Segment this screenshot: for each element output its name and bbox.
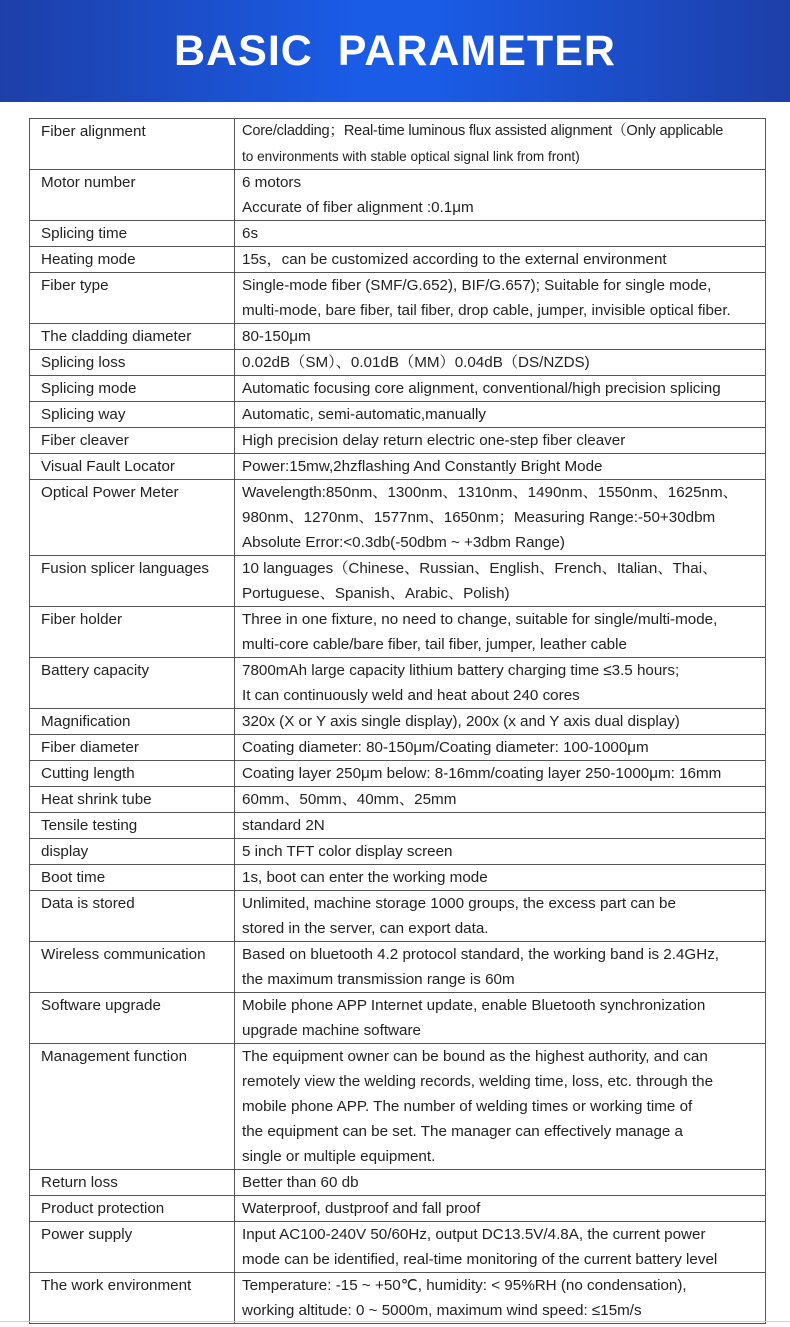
parameter-row	[30, 556, 766, 607]
parameter-value	[235, 607, 766, 658]
parameter-value	[235, 556, 766, 607]
parameter-row	[30, 119, 766, 170]
parameter-row	[30, 402, 766, 428]
parameter-row	[30, 273, 766, 324]
parameter-value	[235, 1044, 766, 1170]
parameter-label: The cladding diameter	[30, 324, 235, 350]
parameter-value-line: Automatic focusing core alignment, conventional/high precision splicing	[242, 380, 721, 397]
parameter-row	[30, 735, 766, 761]
parameter-value	[235, 658, 766, 709]
parameter-value-line: 15s，can be customized according to the external environment	[242, 251, 667, 268]
parameter-row	[30, 324, 766, 350]
parameter-label: Cutting length	[30, 761, 235, 787]
parameter-value-line: the equipment can be set. The manager can effectively manage a	[242, 1123, 684, 1140]
parameter-value	[235, 761, 766, 787]
parameter-row	[30, 1273, 766, 1324]
parameter-value	[235, 247, 766, 273]
parameter-value	[235, 454, 766, 480]
parameter-value	[235, 221, 766, 247]
parameter-label: Tensile testing	[30, 813, 235, 839]
parameter-value-line: the maximum transmission range is 60m	[242, 971, 515, 988]
parameter-value	[235, 480, 766, 556]
parameter-label: Fiber alignment	[30, 119, 235, 170]
parameter-value	[235, 170, 766, 221]
parameter-label: Motor number	[30, 170, 235, 221]
parameter-value-line: 7800mAh large capacity lithium battery charging time ≤3.5 hours;	[242, 662, 680, 679]
parameter-value	[235, 993, 766, 1044]
parameter-value-line: 6s	[242, 225, 259, 242]
parameter-label: Splicing time	[30, 221, 235, 247]
page-title: BASIC PARAMETER	[174, 26, 616, 75]
parameter-row	[30, 993, 766, 1044]
parameter-row	[30, 709, 766, 735]
parameter-value-line: mobile phone APP. The number of welding times or working time of	[242, 1098, 693, 1115]
parameter-row	[30, 942, 766, 993]
parameter-label: Power supply	[30, 1222, 235, 1273]
parameter-value-line: 320x (X or Y axis single display), 200x (x and Y axis dual display)	[242, 713, 680, 730]
parameter-label: Fiber holder	[30, 607, 235, 658]
parameter-label: Battery capacity	[30, 658, 235, 709]
parameter-value	[235, 813, 766, 839]
parameter-value	[235, 1170, 766, 1196]
parameter-value-line: mode can be identified, real-time monitoring of the current battery level	[242, 1251, 718, 1268]
parameter-value	[235, 1273, 766, 1324]
parameter-row	[30, 454, 766, 480]
parameter-value-line: Wavelength:850nm、1300nm、1310nm、1490nm、1550nm、1625nm、	[242, 484, 738, 501]
parameter-value	[235, 273, 766, 324]
parameter-label: Product protection	[30, 1196, 235, 1222]
parameter-row	[30, 865, 766, 891]
parameter-label: Splicing mode	[30, 376, 235, 402]
parameter-row	[30, 1222, 766, 1273]
parameter-value-line: 6 motors	[242, 174, 302, 191]
parameter-row	[30, 658, 766, 709]
parameter-label: Return loss	[30, 1170, 235, 1196]
parameter-row	[30, 1044, 766, 1170]
parameter-value-line: single or multiple equipment.	[242, 1148, 436, 1165]
parameter-value	[235, 376, 766, 402]
parameter-value	[235, 1222, 766, 1273]
parameter-value	[235, 839, 766, 865]
parameter-row	[30, 839, 766, 865]
parameter-value-line: Three in one fixture, no need to change, suitable for single/multi-mode,	[242, 611, 718, 628]
parameter-row	[30, 350, 766, 376]
parameter-value-line: standard 2N	[242, 817, 325, 834]
parameter-value-line: Mobile phone APP Internet update, enable Bluetooth synchronization	[242, 997, 706, 1014]
parameter-table-body	[30, 119, 766, 1324]
parameter-value-line: stored in the server, can export data.	[242, 920, 489, 937]
parameter-value-line: Power:15mw,2hzflashing And Constantly Bright Mode	[242, 458, 603, 475]
parameter-value-line: 5 inch TFT color display screen	[242, 843, 453, 860]
parameter-label: Heat shrink tube	[30, 787, 235, 813]
parameter-value	[235, 1196, 766, 1222]
parameter-value-line: 980nm、1270nm、1577nm、1650nm；Measuring Range:-50+30dbm	[242, 509, 716, 526]
parameter-label: Fusion splicer languages	[30, 556, 235, 607]
parameter-row	[30, 813, 766, 839]
parameter-row	[30, 480, 766, 556]
parameter-row	[30, 891, 766, 942]
parameter-value-line: Unlimited, machine storage 1000 groups, the excess part can be	[242, 895, 676, 912]
parameter-label: Data is stored	[30, 891, 235, 942]
parameter-value-line: Core/cladding；Real-time luminous flux assisted alignment（Only applicable	[242, 123, 724, 139]
parameter-value-line: remotely view the welding records, welding time, loss, etc. through the	[242, 1073, 714, 1090]
parameter-value-line: Accurate of fiber alignment :0.1μm	[242, 199, 474, 216]
parameter-value	[235, 428, 766, 454]
parameter-label: Magnification	[30, 709, 235, 735]
parameter-value-line: 0.02dB（SM）、0.01dB（MM）0.04dB（DS/NZDS)	[242, 354, 590, 371]
parameter-value-line: Better than 60 db	[242, 1174, 359, 1191]
parameter-row	[30, 376, 766, 402]
parameter-value	[235, 735, 766, 761]
parameter-label: Fiber cleaver	[30, 428, 235, 454]
parameter-label: Splicing loss	[30, 350, 235, 376]
parameter-value-line: working altitude: 0 ~ 5000m, maximum wind speed: ≤15m/s	[242, 1302, 642, 1319]
parameter-label: Splicing way	[30, 402, 235, 428]
parameter-value-line: Portuguese、Spanish、Arabic、Polish)	[242, 585, 510, 602]
parameter-value	[235, 402, 766, 428]
parameter-row	[30, 247, 766, 273]
parameter-value-line: multi-mode, bare fiber, tail fiber, drop cable, jumper, invisible optical fiber.	[242, 302, 731, 319]
parameter-value-line: Single-mode fiber (SMF/G.652), BIF/G.657); Suitable for single mode,	[242, 277, 712, 294]
bottom-divider	[0, 1321, 790, 1322]
parameter-row	[30, 607, 766, 658]
parameter-value-line: multi-core cable/bare fiber, tail fiber, jumper, leather cable	[242, 636, 627, 653]
parameter-value-line: 60mm、50mm、40mm、25mm	[242, 791, 457, 808]
parameter-label: Heating mode	[30, 247, 235, 273]
parameter-row	[30, 1196, 766, 1222]
parameter-label: Fiber diameter	[30, 735, 235, 761]
parameter-value-line: The equipment owner can be bound as the highest authority, and can	[242, 1048, 708, 1065]
parameter-row	[30, 428, 766, 454]
parameter-label: Boot time	[30, 865, 235, 891]
parameter-row	[30, 1170, 766, 1196]
parameter-table	[29, 118, 766, 1324]
parameter-label: Management function	[30, 1044, 235, 1170]
parameter-value	[235, 709, 766, 735]
parameter-value	[235, 119, 766, 170]
header-banner	[0, 0, 790, 102]
parameter-label: Fiber type	[30, 273, 235, 324]
parameter-value-line: 80-150μm	[242, 328, 311, 345]
parameter-value-line: upgrade machine software	[242, 1022, 421, 1039]
parameter-value-line: Absolute Error:<0.3db(-50dbm ~ +3dbm Range)	[242, 534, 565, 551]
parameter-value	[235, 350, 766, 376]
parameter-value-line: It can continuously weld and heat about 240 cores	[242, 687, 580, 704]
parameter-value-line: High precision delay return electric one-step fiber cleaver	[242, 432, 626, 449]
parameter-label: The work environment	[30, 1273, 235, 1324]
parameter-value-line: 1s, boot can enter the working mode	[242, 869, 488, 886]
parameter-value-line: Coating diameter: 80-150μm/Coating diameter: 100-1000μm	[242, 739, 649, 756]
parameter-value	[235, 942, 766, 993]
parameter-row	[30, 761, 766, 787]
parameter-value-line: 10 languages（Chinese、Russian、English、French、Italian、Thai、	[242, 560, 718, 577]
parameter-label: Software upgrade	[30, 993, 235, 1044]
parameter-label: display	[30, 839, 235, 865]
parameter-row	[30, 221, 766, 247]
parameter-value-line: Automatic, semi-automatic,manually	[242, 406, 486, 423]
parameter-value	[235, 787, 766, 813]
parameter-value-line: Input AC100-240V 50/60Hz, output DC13.5V/4.8A, the current power	[242, 1226, 706, 1243]
parameter-value-line: Coating layer 250μm below: 8-16mm/coating layer 250-1000μm: 16mm	[242, 765, 722, 782]
parameter-value-line: Waterproof, dustproof and fall proof	[242, 1200, 481, 1217]
parameter-value-line: to environments with stable optical signal link from front)	[242, 149, 580, 164]
parameter-label: Visual Fault Locator	[30, 454, 235, 480]
parameter-value	[235, 324, 766, 350]
parameter-label: Optical Power Meter	[30, 480, 235, 556]
parameter-label: Wireless communication	[30, 942, 235, 993]
parameter-row	[30, 787, 766, 813]
parameter-row	[30, 170, 766, 221]
parameter-value	[235, 865, 766, 891]
parameter-value	[235, 891, 766, 942]
parameter-value-line: Temperature: -15 ~ +50℃, humidity: < 95%RH (no condensation),	[242, 1277, 687, 1294]
parameter-value-line: Based on bluetooth 4.2 protocol standard, the working band is 2.4GHz,	[242, 946, 720, 963]
